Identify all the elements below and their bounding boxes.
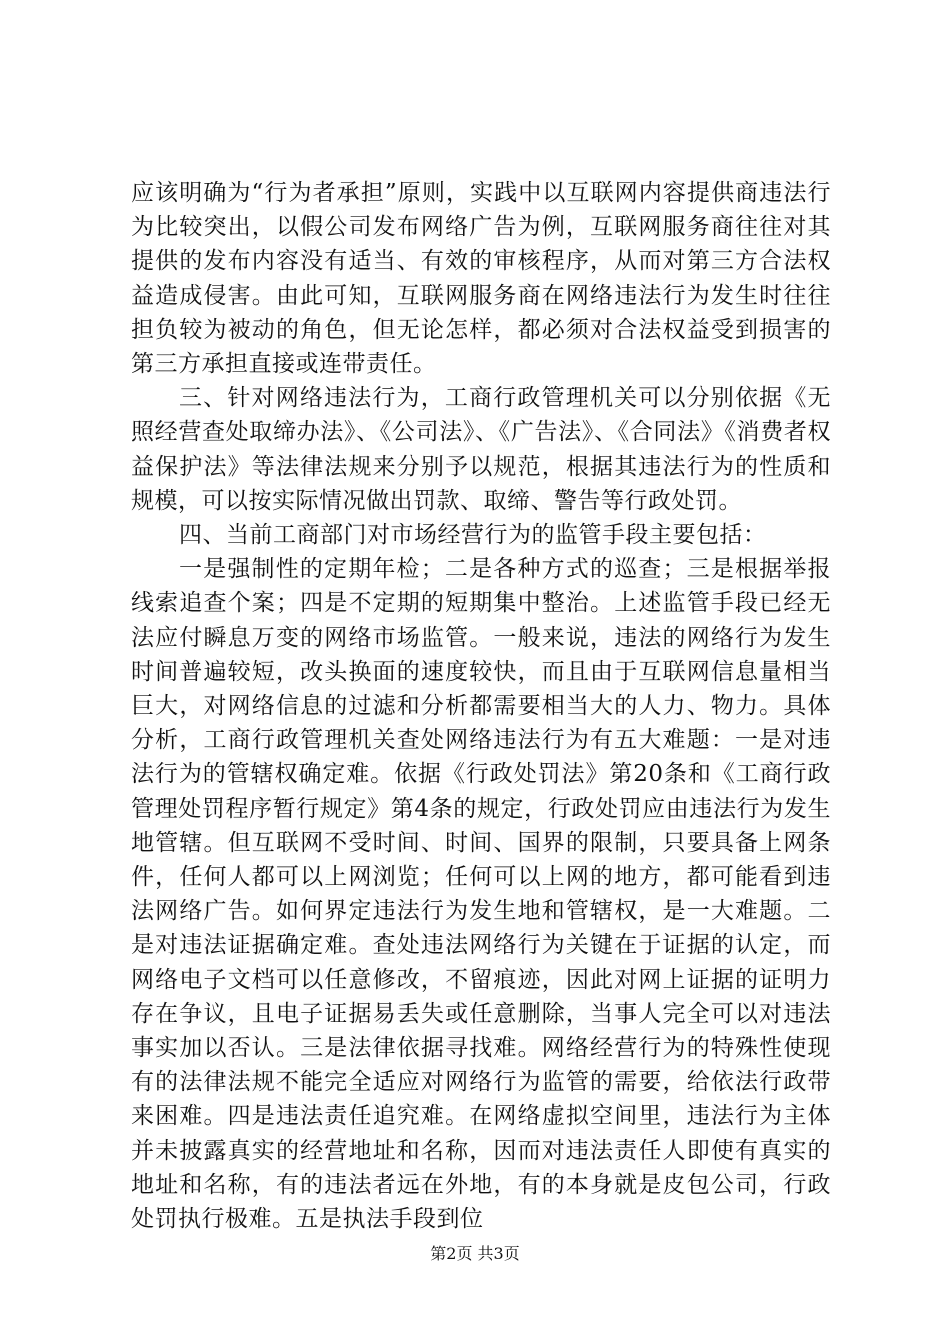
body-text	[131, 176, 831, 1236]
paragraph-2: 三、针对网络违法行为，工商行政管理机关可以分别依据《无照经营查处取缔办法》、《公司法》、《广告法》、《合同法》《消费者权益保护法》等法律法规来分别予以规范，根据其违法行为的性质和规模，可以按实际情况做出罚款、取缔、警告等行政处罚。	[131, 385, 831, 514]
page-footer: 第2页 共3页	[430, 1244, 520, 1263]
paragraph-4: 一是强制性的定期年检；二是各种方式的巡查；三是根据举报线索追查个案；四是不定期的短期集中整治。上述监管手段已经无法应付瞬息万变的网络市场监管。一般来说，违法的网络行为发生时间普遍较短，改头换面的速度较快，而且由于互联网信息量相当巨大，对网络信息的过滤和分析都需要相当大的人力、物力。具体分析，工商行政管理机关查处网络违法行为有五大难题：一是对违法行为的管辖权确定难。依据《行政处罚法》第20条和《工商行政管理处罚程序暂行规定》第4条的规定，行政处罚应由违法行为发生地管辖。但互联网不受时间、时间、国界的限制，只要具备上网条件，任何人都可以上网浏览；任何可以上网的地方，都可能看到违法网络广告。如何界定违法行为发生地和管辖权，是一大难题。二是对违法证据确定难。查处违法网络行为关键在于证据的认定，而网络电子文档可以任意修改，不留痕迹，因此对网上证据的证明力存在争议，且电子证据易丢失或任意删除，当事人完全可以对违法事实加以否认。三是法律依据寻找难。网络经营行为的特殊性使现有的法律法规不能完全适应对网络行为监管的需要，给依法行政带来困难。四是违法责任追究难。在网络虚拟空间里，违法行为主体并未披露真实的经营地址和名称，因而对违法责任人即使有真实的地址和名称，有的违法者远在外地，有的本身就是皮包公司，行政处罚执行极难。五是执法手段到位	[131, 556, 831, 1233]
paragraph-3: 四、当前工商部门对市场经营行为的监管手段主要包括：	[179, 522, 767, 549]
paragraph-1: 应该明确为“行为者承担”原则，实践中以互联网内容提供商违法行为比较突出，以假公司发布网络广告为例，互联网服务商往往对其提供的发布内容没有适当、有效的审核程序，从而对第三方合法权益造成侵害。由此可知，互联网服务商在网络违法行为发生时往往担负较为被动的角色，但无论怎样，都必须对合法权益受到损害的第三方承担直接或连带责任。	[131, 180, 831, 378]
